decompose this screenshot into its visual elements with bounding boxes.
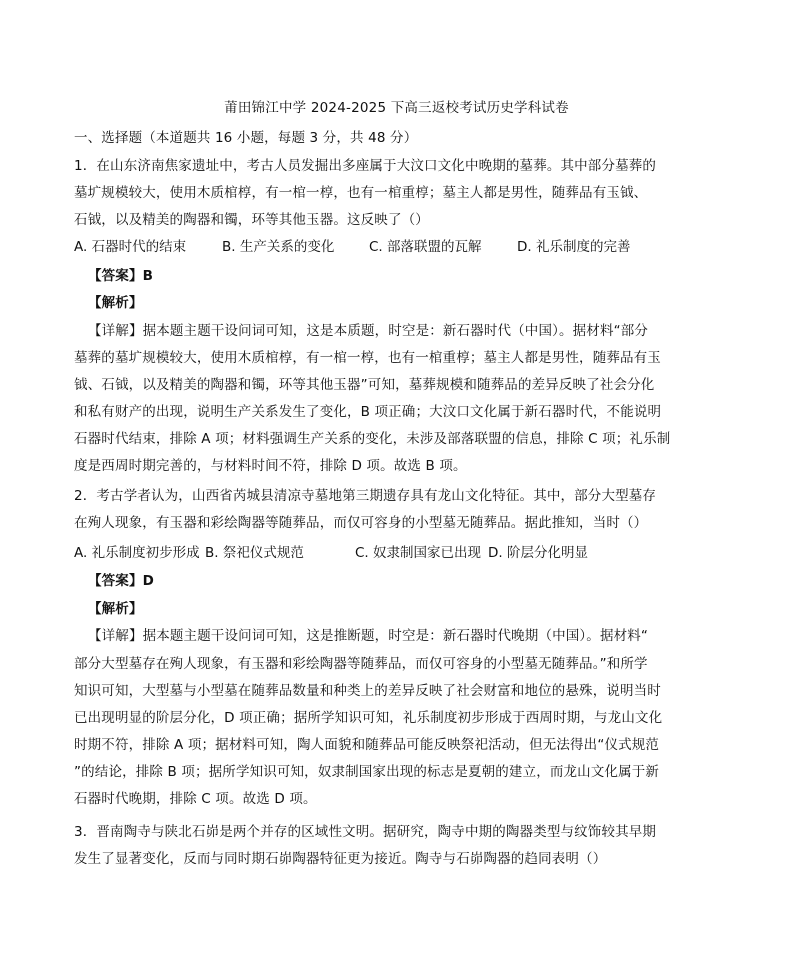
q1-detail-line: 钺、石钺，以及精美的陶器和镯，环等其他玉器”可知，墓葬规模和随葬品的差异反映了社会分化 (74, 377, 655, 393)
q1-option-c: C. 部落联盟的瓦解 (369, 239, 482, 255)
q2-detail-line: 知识可知，大型墓与小型墓在随葬品数量和种类上的差异反映了社会财富和地位的悬殊，说明当时 (74, 683, 661, 699)
q2-detail-line: 部分大型墓存在殉人现象，有玉器和彩绘陶器等随葬品，而仅可容身的小型墓无随葬品。”和所学 (74, 656, 648, 672)
q2-option-d: D. 阶层分化明显 (488, 545, 588, 561)
section-heading: 一、选择题（本道题共 16 小题，每题 3 分，共 48 分） (74, 130, 418, 146)
q2-option-c: C. 奴隶制国家已出现 (355, 545, 482, 561)
q2-option-a: A. 礼乐制度初步形成 (74, 545, 200, 561)
page-title: 莆田锦江中学 2024-2025 下高三返校考试历史学科试卷 (224, 100, 569, 116)
q2-analysis-label: 【解析】 (88, 601, 143, 617)
q1-detail-line: 【详解】据本题主题干设问词可知，这是本质题，时空是：新石器时代（中国）。据材料“部分 (88, 323, 649, 339)
q1-stem-line: 1．在山东济南焦家遗址中，考古人员发掘出多座属于大汶口文化中晚期的墓葬。其中部分墓葬的 (74, 158, 657, 174)
q1-detail-line: 和私有财产的出现，说明生产关系发生了变化，B 项正确；大汶口文化属于新石器时代，不能说明 (74, 404, 662, 420)
q3-stem-line: 发生了显著变化，反而与同时期石峁陶器特征更为接近。陶寺与石峁陶器的趋同表明（） (74, 851, 607, 867)
q1-detail-line: 墓葬的墓圹规模较大，使用木质棺椁，有一棺一椁，也有一棺重椁；墓主人都是男性，随葬品有玉 (74, 350, 661, 366)
q2-option-b: B. 祭祀仪式规范 (205, 545, 304, 561)
q2-detail-line: ”的结论，排除 B 项；据所学知识可知，奴隶制国家出现的标志是夏朝的建立，而龙山文化属于新 (74, 764, 660, 780)
q1-detail-line: 度是西周时期完善的，与材料时间不符，排除 D 项。故选 B 项。 (74, 458, 467, 474)
q1-answer: 【答案】B (88, 268, 154, 284)
q1-detail-line: 石器时代结束，排除 A 项；材料强调生产关系的变化，未涉及部落联盟的信息，排除 C 项；礼乐制 (74, 431, 671, 447)
q1-option-b: B. 生产关系的变化 (222, 239, 335, 255)
q1-option-a: A. 石器时代的结束 (74, 239, 187, 255)
q2-detail-line: 【详解】据本题主题干设问词可知，这是推断题，时空是：新石器时代晚期（中国）。据材料“ (88, 628, 649, 644)
q2-detail-line: 石器时代晚期，排除 C 项。故选 D 项。 (74, 791, 317, 807)
q2-stem-line: 2．考古学者认为，山西省芮城县清凉寺墓地第三期遗存具有龙山文化特征。其中，部分大型墓存 (74, 488, 657, 504)
q2-answer: 【答案】D (88, 573, 154, 589)
q1-stem-line: 墓圹规模较大，使用木质棺椁，有一棺一椁，也有一棺重椁；墓主人都是男性，随葬品有玉钺、 (74, 185, 648, 201)
q2-detail-line: 时期不符，排除 A 项；据材料可知，陶人面貌和随葬品可能反映祭祀活动，但无法得出“仪式规范 (74, 737, 660, 753)
q2-detail-line: 已出现明显的阶层分化，D 项正确；据所学知识可知，礼乐制度初步形成于西周时期，与龙山文化 (74, 710, 663, 726)
q1-analysis-label: 【解析】 (88, 295, 143, 311)
q2-stem-line: 在殉人现象，有玉器和彩绘陶器等随葬品，而仅可容身的小型墓无随葬品。据此推知，当时（） (74, 515, 648, 531)
q3-stem-line: 3．晋南陶寺与陕北石峁是两个并存的区域性文明。据研究，陶寺中期的陶器类型与纹饰较其早期 (74, 824, 657, 840)
q1-stem-line: 石钺，以及精美的陶器和镯，环等其他玉器。这反映了（） (74, 212, 429, 228)
q1-option-d: D. 礼乐制度的完善 (517, 239, 631, 255)
